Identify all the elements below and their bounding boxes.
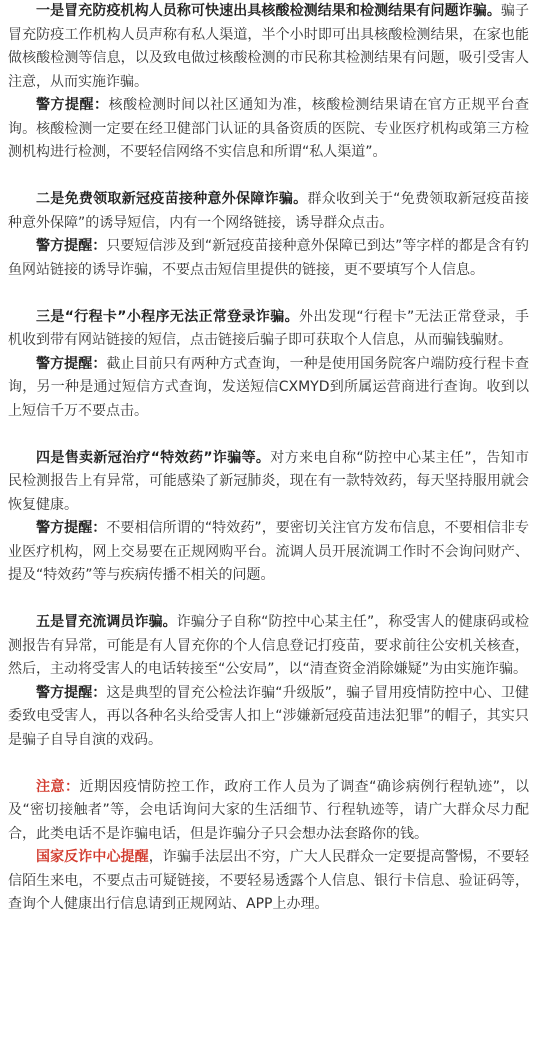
note-label: 注意： xyxy=(36,778,80,795)
paragraph-gap xyxy=(8,752,529,776)
section-4-warning-label: 警方提醒： xyxy=(36,520,107,536)
section-2-heading: 二是免费领取新冠疫苗接种意外保障诈骗。 xyxy=(36,191,308,207)
paragraph-gap xyxy=(8,423,529,447)
section-5-body: 诈骗分子自称“防控中心某主任”，称受害人的健康码或检测报告有异常，可能是有人冒充你的个人信息登记打疫苗，要求前往公安机关核查，然后，主动将受害人的电话转接至“公安局”，以“清查资金消除嫌疑”为由实施诈骗。 xyxy=(8,614,529,677)
section-2-warning-text: 只要短信涉及到“新冠疫苗接种意外保障已到达”等字样的都是含有钓鱼网站链接的诱导诈骗，不要点击短信里提供的链接，更不要填写个人信息。 xyxy=(8,238,529,278)
section-3-paragraph xyxy=(8,306,529,353)
section-3-warning xyxy=(8,353,529,424)
closing-paragraph xyxy=(8,846,529,917)
section-2-warning-label: 警方提醒： xyxy=(36,238,107,254)
section-4-paragraph xyxy=(8,447,529,518)
section-4-heading: 四是售卖新冠治疗“特效药”诈骗等。 xyxy=(36,449,271,466)
section-1-warning-label: 警方提醒： xyxy=(36,97,109,113)
section-5-warning-text: 这是典型的冒充公检法诈骗“升级版”，骗子冒用疫情防控中心、卫健委致电受害人，再以各种名头给受害人扣上“涉嫌新冠疫苗违法犯罪”的帽子，其实只是骗子自导自演的戏码。 xyxy=(8,684,529,748)
section-4-warning-text: 不要相信所谓的“特效药”，要密切关注官方发布信息，不要相信非专业医疗机构，网上交易要在正规网购平台。流调人员开展流调工作时不会询问财产、提及“特效药”等与疾病传播不相关的问题。 xyxy=(8,520,529,583)
section-1-warning-text: 核酸检测时间以社区通知为准，核酸检测结果请在官方正规平台查询。核酸检测一定要在经卫健部门认证的具备资质的医院、专业医疗机构或第三方检测机构进行检测，不要轻信网络不实信息和所谓“私人渠道”。 xyxy=(8,97,530,160)
section-2-paragraph xyxy=(8,188,529,235)
paragraph-gap xyxy=(8,282,529,306)
section-5-warning-label: 警方提醒： xyxy=(36,684,107,701)
section-5-paragraph xyxy=(8,611,529,682)
section-2-body: 群众收到关于“免费领取新冠疫苗接种意外保障”的诱导短信，内有一个网络链接，诱导群众点击。 xyxy=(8,191,529,231)
closing-label: 国家反诈中心提醒 xyxy=(36,849,149,865)
section-3-warning-label: 警方提醒： xyxy=(36,355,107,372)
section-1-heading: 一是冒充防疫机构人员称可快速出具核酸检测结果和检测结果有问题诈骗。 xyxy=(36,3,501,19)
paragraph-gap xyxy=(8,165,529,189)
paragraph-gap xyxy=(8,588,529,612)
section-3-heading: 三是“行程卡”小程序无法正常登录诈骗。 xyxy=(36,308,299,325)
section-1-paragraph xyxy=(8,0,529,94)
section-1-warning xyxy=(8,94,529,165)
section-5-heading: 五是冒充流调员诈骗。 xyxy=(36,614,177,630)
section-3-warning-text: 截止目前只有两种方式查询，一种是使用国务院客户端防疫行程卡查询，另一种是通过短信方式查询，发送短信CXMYD到所属运营商进行查询。收到以上短信千万不要点击。 xyxy=(8,355,530,419)
section-5-warning xyxy=(8,682,529,753)
section-4-warning xyxy=(8,517,529,588)
section-1-body: 骗子冒充防疫工作机构人员声称有私人渠道，半个小时即可出具核酸检测结果，在家也能做核酸检测等信息，以及致电做过核酸检测的市民称其检测结果有问题，吸引受害人注意，从而实施诈骗。 xyxy=(8,3,530,90)
section-2-warning xyxy=(8,235,529,282)
note-text: 近期因疫情防控工作，政府工作人员为了调查“确诊病例行程轨迹”，以及“密切接触者”等，会电话询问大家的生活细节、行程轨迹等，请广大群众尽力配合，此类电话不是诈骗电话，但是诈骗分子只会想办法套路你的钱。 xyxy=(8,778,530,842)
section-3-body: 外出发现“行程卡”无法正常登录，手机收到带有网站链接的短信，点击链接后骗子即可获取个人信息，从而骗钱骗财。 xyxy=(8,308,529,348)
closing-text: ，诈骗手法层出不穷，广大人民群众一定要提高警惕，不要轻信陌生来电，不要点击可疑链接，不要轻易透露个人信息、银行卡信息、验证码等，查询个人健康出行信息请到正规网站、APP上办理。 xyxy=(8,849,530,912)
section-4-body: 对方来电自称“防控中心某主任”，告知市民检测报告上有异常，可能感染了新冠肺炎，现在有一款特效药，每天坚持服用就会恢复健康。 xyxy=(8,449,529,513)
note-paragraph xyxy=(8,776,529,847)
